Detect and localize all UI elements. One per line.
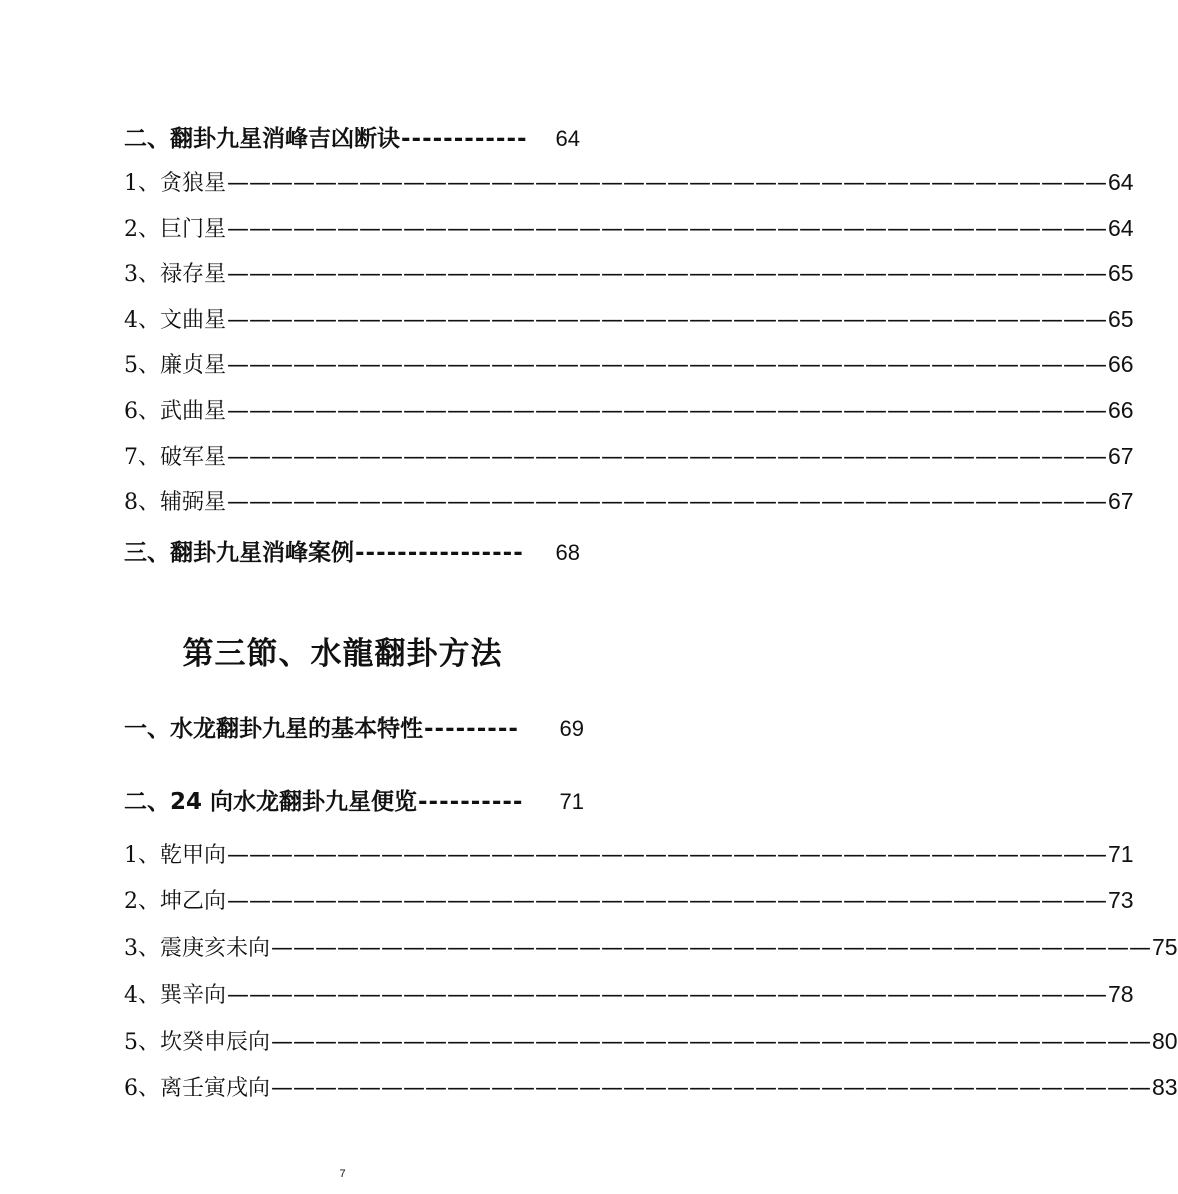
toc-leader: ———————————————————————————————————————— xyxy=(227,262,1107,287)
toc-page-number: 66 xyxy=(1108,351,1134,377)
toc-entry-label: 8、辅弼星 xyxy=(124,490,226,515)
toc-entry-shuilong-jiben-texing[interactable] xyxy=(124,710,584,743)
toc-entry-pojun[interactable] xyxy=(124,440,1134,471)
toc-leader: ------------ xyxy=(401,126,528,152)
toc-entry-lianzhen[interactable] xyxy=(124,348,1134,379)
toc-entry-liren[interactable] xyxy=(124,1071,1178,1102)
toc-entry-label: 5、坎癸申辰向 xyxy=(124,1030,270,1055)
toc-entry-kunyi[interactable] xyxy=(124,884,1134,915)
page-number: 7 xyxy=(339,1168,346,1180)
toc-entry-label: 二、翻卦九星消峰吉凶断诀 xyxy=(124,126,400,152)
toc-entry-lucun[interactable] xyxy=(124,257,1134,288)
toc-page-number: 71 xyxy=(559,789,584,814)
toc-leader: ———————————————————————————————————————— xyxy=(227,843,1107,868)
toc-entry-fangua-xiaofeng-anli[interactable] xyxy=(124,534,580,567)
toc-page-number: 65 xyxy=(1108,260,1134,286)
toc-leader: ---------------- xyxy=(355,540,524,566)
toc-leader: ———————————————————————————————————————— xyxy=(271,1076,1151,1101)
toc-leader: --------- xyxy=(424,716,519,742)
toc-page-number: 80 xyxy=(1152,1028,1178,1054)
toc-leader: ———————————————————————————————————————— xyxy=(227,353,1107,378)
toc-entry-24xiang-bianlan[interactable] xyxy=(124,783,584,816)
toc-entry-fubi[interactable] xyxy=(124,485,1134,516)
toc-page-number: 73 xyxy=(1108,887,1134,913)
toc-entry-label: 1、贪狼星 xyxy=(124,171,226,196)
toc-page-number: 68 xyxy=(555,540,580,565)
toc-entry-zhengeng[interactable] xyxy=(124,931,1178,962)
toc-page-number: 64 xyxy=(1108,169,1134,195)
toc-leader: ———————————————————————————————————————— xyxy=(271,1030,1151,1055)
toc-entry-label: 二、24 向水龙翻卦九星便览 xyxy=(124,789,418,815)
toc-page-number: 78 xyxy=(1108,981,1134,1007)
toc-leader: ---------- xyxy=(418,789,524,815)
toc-leader: ———————————————————————————————————————— xyxy=(271,936,1151,961)
toc-entry-kangui[interactable] xyxy=(124,1025,1178,1056)
toc-page-number: 67 xyxy=(1108,488,1134,514)
toc-page-number: 64 xyxy=(555,126,580,151)
toc-leader: ———————————————————————————————————————— xyxy=(227,171,1107,196)
toc-page-number: 65 xyxy=(1108,306,1134,332)
toc-page-number: 66 xyxy=(1108,397,1134,423)
toc-entry-label: 4、巽辛向 xyxy=(124,983,226,1008)
toc-leader: ———————————————————————————————————————— xyxy=(227,889,1107,914)
toc-entry-wenqu[interactable] xyxy=(124,303,1134,334)
toc-entry-label: 3、禄存星 xyxy=(124,262,226,287)
toc-leader: ———————————————————————————————————————— xyxy=(227,217,1107,242)
toc-leader: ———————————————————————————————————————— xyxy=(227,983,1107,1008)
toc-entry-label: 2、巨门星 xyxy=(124,217,226,242)
toc-entry-xunxin[interactable] xyxy=(124,978,1134,1009)
toc-entry-label: 3、震庚亥未向 xyxy=(124,936,270,961)
toc-page-number: 67 xyxy=(1108,443,1134,469)
toc-page-number: 71 xyxy=(1108,841,1134,867)
toc-entry-tanlang[interactable] xyxy=(124,166,1134,197)
toc-entry-label: 7、破军星 xyxy=(124,445,226,470)
toc-page-number: 69 xyxy=(559,716,584,741)
toc-entry-label: 4、文曲星 xyxy=(124,308,226,333)
toc-entry-label: 2、坤乙向 xyxy=(124,889,226,914)
toc-leader: ———————————————————————————————————————— xyxy=(227,399,1107,424)
chapter-title: 第三節、水龍翻卦方法 xyxy=(182,636,503,672)
toc-entry-wuqu[interactable] xyxy=(124,394,1134,425)
toc-leader: ———————————————————————————————————————— xyxy=(227,490,1107,515)
toc-entry-jumen[interactable] xyxy=(124,212,1134,243)
toc-page-number: 75 xyxy=(1152,934,1178,960)
toc-entry-qianjia[interactable] xyxy=(124,838,1134,869)
toc-leader: ———————————————————————————————————————— xyxy=(227,445,1107,470)
toc-entry-fangua-xiaofeng-jixiong[interactable] xyxy=(124,120,580,153)
toc-entry-label: 1、乾甲向 xyxy=(124,843,226,868)
toc-entry-label: 6、武曲星 xyxy=(124,399,226,424)
toc-leader: ———————————————————————————————————————— xyxy=(227,308,1107,333)
toc-entry-label: 一、水龙翻卦九星的基本特性 xyxy=(124,716,423,742)
toc-page-number: 64 xyxy=(1108,215,1134,241)
toc-entry-label: 三、翻卦九星消峰案例 xyxy=(124,540,354,566)
toc-entry-label: 6、离壬寅戌向 xyxy=(124,1076,270,1101)
toc-page-number: 83 xyxy=(1152,1074,1178,1100)
toc-entry-label: 5、廉贞星 xyxy=(124,353,226,378)
